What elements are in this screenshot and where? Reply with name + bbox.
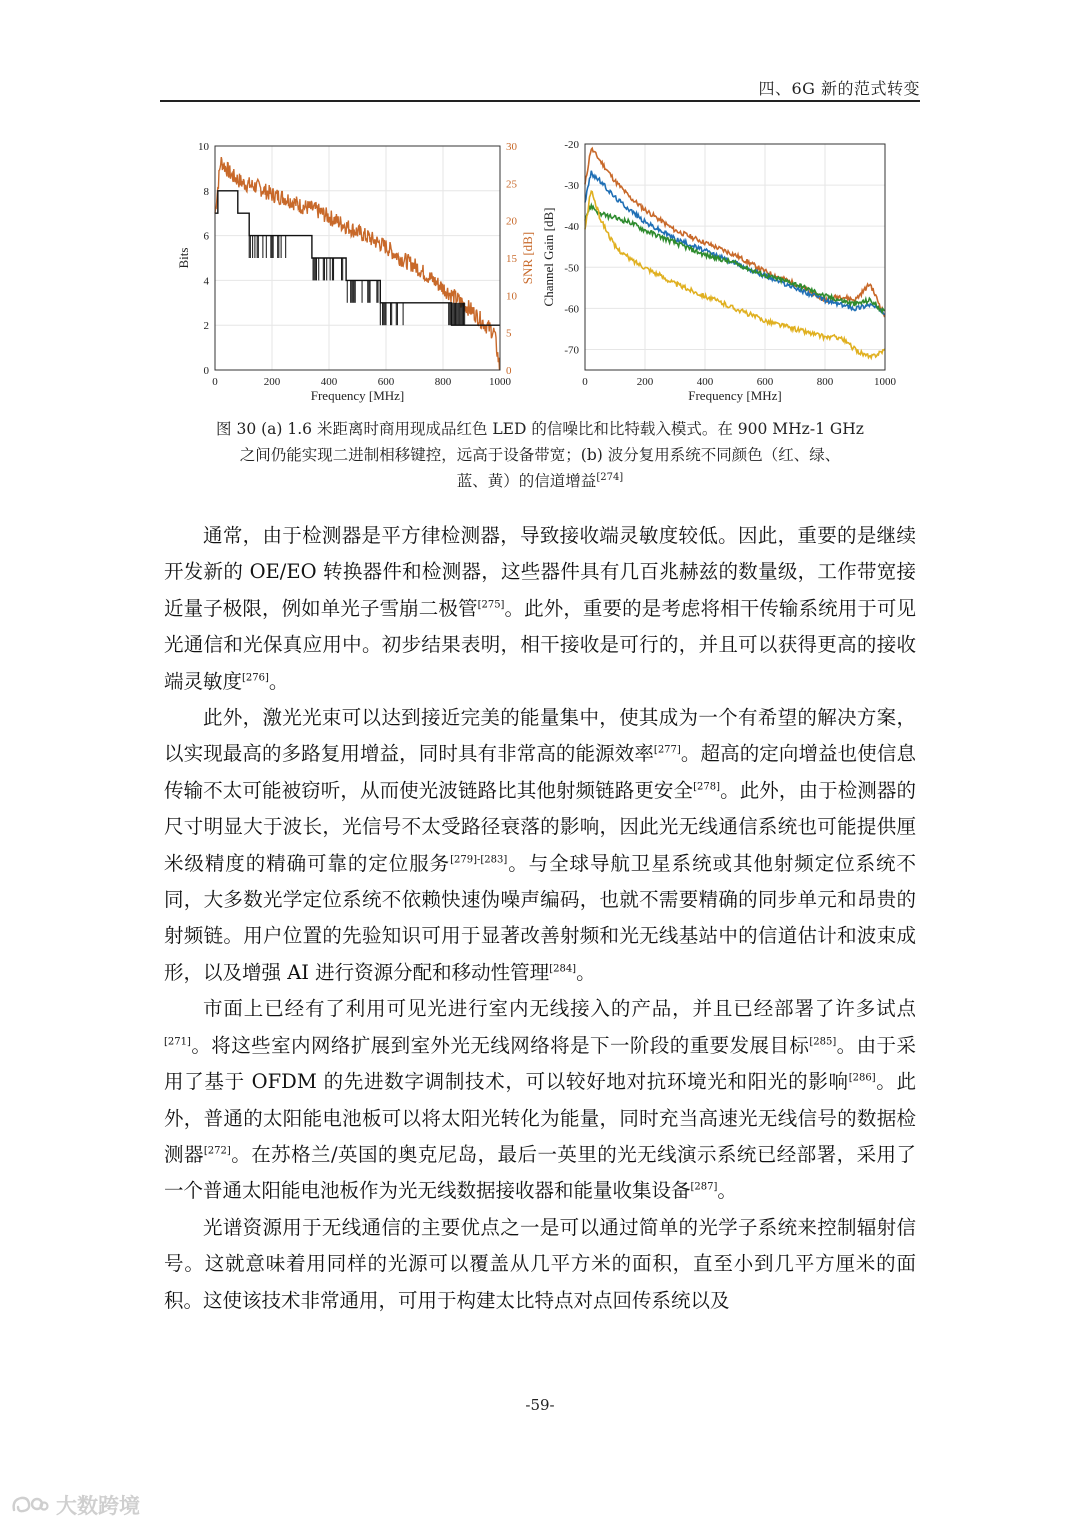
citation-ref: [278] xyxy=(693,781,721,793)
paragraph xyxy=(164,991,916,1209)
y2-tick-label: 5 xyxy=(506,327,512,340)
paragraph-text: 。与全球导航卫星系统或其他射频定位系统不同，大多数光学定位系统不依赖快速伪噪声编码，也就不需要精确的同步单元和昂贵的射频链。用户位置的先验知识可用于显著改善射频和光无线基站中的信道估计和波束成形，以及增强 AI 进行资源分配和移动性管理 xyxy=(164,851,916,984)
y2-tick-label: 25 xyxy=(506,178,517,191)
y-axis-label: Channel Gain [dB] xyxy=(541,207,556,307)
paragraph-text: 。此外，由于检测器的尺寸明显大于波长，光信号不太受路径衰落的影响，因此光无线通信系统也可能提供厘米级精度的精确可靠的定位服务 xyxy=(164,778,916,875)
paragraph-text: 此外，激光光束可以达到接近完美的能量集中，使其成为一个有希望的解决方案，以实现最高的多路复用增益，同时具有非常高的能源效率 xyxy=(164,706,916,766)
y-tick-label: -40 xyxy=(564,221,579,234)
y2-axis-label: SNR [dB] xyxy=(520,231,535,285)
paragraph-text: 市面上已经有了利用可见光进行室内无线接入的产品，并且已经部署了许多试点 xyxy=(203,997,916,1021)
bits-series-line xyxy=(215,191,500,325)
x-tick-label: 200 xyxy=(636,376,654,388)
paragraph-text: 光谱资源用于无线通信的主要优点之一是可以通过简单的光学子系统来控制辐射信号。这就意味着用同样的光源可以覆盖从几平方米的面积，直至小到几平方厘米的面积。这使该技术非常通用，可用于构建太比特点对点回传系统以及 xyxy=(164,1215,916,1312)
caption-line-1: 图 30 (a) 1.6 米距离时商用现成品红色 LED 的信噪比和比特载入模式。在 900 MHz-1 GHz xyxy=(216,420,864,438)
y-tick-label: -20 xyxy=(564,139,579,151)
citation-ref: [277] xyxy=(653,744,681,756)
chart-b xyxy=(540,130,920,410)
y-tick-label: 4 xyxy=(203,275,209,288)
paragraph-text: 。此外，重要的是考虑将相干传输系统用于可见光通信和光保真应用中。初步结果表明，相干接收是可行的，并且可以获得更高的接收端灵敏度 xyxy=(164,596,916,693)
channel-gain-series-1 xyxy=(585,148,885,317)
paragraph-text: 。 xyxy=(576,960,596,984)
paragraph-text: 。 xyxy=(268,669,289,693)
x-tick-label: 800 xyxy=(816,376,834,388)
x-axis-label: Frequency [MHz] xyxy=(688,388,782,403)
caption-line-2: 之间仍能实现二进制相移键控，远高于设备带宽；(b) 波分复用系统不同颜色（红、绿、 xyxy=(239,446,841,464)
watermark-text: 大数跨境 xyxy=(56,1494,140,1518)
x-tick-label: 0 xyxy=(582,376,588,388)
figure-caption xyxy=(160,416,920,494)
x-tick-label: 200 xyxy=(263,376,281,388)
paragraph-text: 通常，由于检测器是平方律检测器，导致接收端灵敏度较低。因此，重要的是继续开发新的 OE/EO 转换器件和检测器，这些器件具有几百兆赫兹的数量级，工作带宽接近量子极限，例如单光子雪崩二极管 xyxy=(164,524,916,620)
paragraph-text: 。超高的定向增益也使信息传输不太可能被窃听，从而使光波链路比其他射频链路更安全 xyxy=(164,742,916,802)
page-header-title: 四、6G 新的范式转变 xyxy=(758,79,920,98)
citation-ref: [287] xyxy=(690,1181,718,1193)
x-tick-label: 600 xyxy=(377,376,395,388)
y-tick-label: 6 xyxy=(203,230,209,243)
citation-ref: [279]-[283] xyxy=(450,854,508,866)
x-tick-label: 1000 xyxy=(874,376,896,388)
citation-ref: [276] xyxy=(242,672,269,684)
paragraph-text: 。 xyxy=(717,1179,737,1203)
y-tick-label: -30 xyxy=(564,180,579,193)
citation-ref: [284] xyxy=(549,963,577,975)
x-axis-label: Frequency [MHz] xyxy=(310,388,405,403)
y-tick-label: 0 xyxy=(203,365,209,377)
logo-icon xyxy=(10,1494,50,1516)
y-tick-label: -70 xyxy=(564,344,579,357)
channel-gain-series-2 xyxy=(585,171,885,315)
y-tick-label: -50 xyxy=(564,262,579,275)
paragraph xyxy=(164,700,916,991)
y2-tick-label: 20 xyxy=(506,215,517,228)
paragraph-text: 。在苏格兰/英国的奥克尼岛，最后一英里的光无线演示系统已经部署，采用了一个普通太阳能电池板作为光无线数据接收器和能量收集设备 xyxy=(164,1142,916,1203)
paragraph-text: 。此外，普通的太阳能电池板可以将太阳光转化为能量，同时充当高速光无线信号的数据检测器 xyxy=(164,1070,916,1166)
paragraph xyxy=(164,1210,916,1319)
paragraph-text: 。由于采用了基于 OFDM 的先进数字调制技术，可以较好地对抗环境光和阳光的影响 xyxy=(164,1033,916,1094)
x-tick-label: 400 xyxy=(320,376,338,388)
paragraph-text: 。将这些室内网络扩展到室外光无线网络将是下一阶段的重要发展目标 xyxy=(190,1033,810,1057)
paragraph xyxy=(164,518,916,700)
x-tick-label: 0 xyxy=(212,376,218,388)
citation-ref: [271] xyxy=(164,1036,191,1048)
y-tick-label: 2 xyxy=(203,320,209,333)
caption-line-3-text: 蓝、黄）的信道增益 xyxy=(456,472,597,490)
y2-tick-label: 0 xyxy=(506,365,512,377)
snr-series-line xyxy=(215,157,500,370)
page-number: -59- xyxy=(525,1396,555,1414)
citation-ref: [285] xyxy=(809,1036,837,1048)
y-axis-label: Bits xyxy=(176,247,191,269)
y2-tick-label: 15 xyxy=(506,253,517,265)
caption-ref: [274] xyxy=(596,471,624,483)
header-rule xyxy=(160,100,920,102)
y-tick-label: 10 xyxy=(198,141,209,153)
figure-30 xyxy=(160,130,920,410)
chart-a xyxy=(160,130,540,410)
channel-gain-series-4 xyxy=(585,191,885,358)
x-tick-label: 600 xyxy=(756,376,774,388)
x-tick-label: 800 xyxy=(434,376,452,388)
body-text xyxy=(164,518,916,1319)
caption-line-3 xyxy=(160,468,920,494)
citation-ref: [286] xyxy=(848,1072,876,1084)
citation-ref: [272] xyxy=(203,1145,231,1157)
y-tick-label: 8 xyxy=(203,185,209,198)
watermark xyxy=(10,1490,140,1520)
y-tick-label: -60 xyxy=(564,303,579,316)
x-tick-label: 400 xyxy=(696,376,714,388)
y2-tick-label: 10 xyxy=(506,290,517,303)
x-tick-label: 1000 xyxy=(489,376,511,388)
y2-tick-label: 30 xyxy=(506,141,517,153)
citation-ref: [275] xyxy=(477,599,505,611)
